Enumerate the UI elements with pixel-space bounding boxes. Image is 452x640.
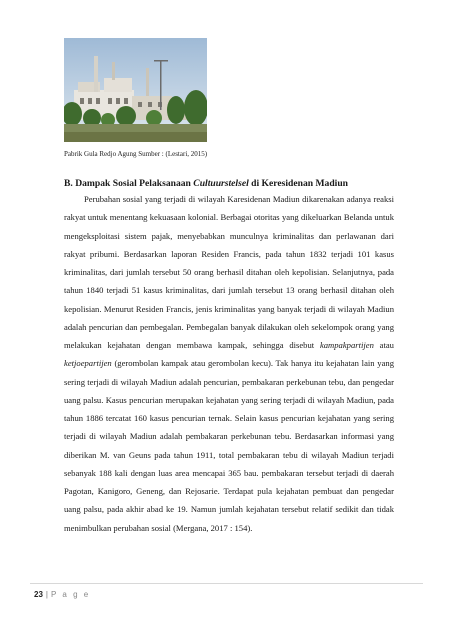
footer-separator: | bbox=[45, 590, 48, 599]
italic-term: ketjoepartijen bbox=[64, 358, 112, 369]
paragraph bbox=[64, 190, 394, 537]
page-number: 23 bbox=[34, 590, 43, 599]
footer-divider bbox=[30, 583, 423, 584]
page-footer bbox=[34, 590, 90, 599]
body-text bbox=[64, 190, 394, 537]
sugar-factory-photo bbox=[64, 38, 207, 142]
italic-term: kampakpartijen bbox=[319, 340, 374, 350]
heading-text: B. Dampak Sosial Pelaksanaan bbox=[64, 178, 194, 189]
section-heading bbox=[64, 178, 394, 190]
heading-text-suffix: di Keresidenan Madiun bbox=[248, 178, 348, 189]
paragraph-text: (gerombolan kampak atau gerombolan kecu). Tak hanya itu kejahatan lain yang sering terjadi di wilayah Madiun adalah pencurian, pembakaran perkebunan tebu, dan pengedar uang palsu. Kasus pencurian merupakan kejahatan yang sering terjadi di wilayah Madiun, pada tahun 1886 tercatat 160 kasus pencurian ternak. Selain kasus pencurian kejahatan yang sering terjadi di wilayah Madiun adalah pembakaran perkebunan tebu. Berdasarkan informasi yang diberikan M. van Geuns pada tahun 1911, total pembakaran tebu di wilayah Madiun terjadi sebanyak 188 kali dengan luas area mencapai 365 bau. pembakaran tersebut terjadi di daerah Pagotan, Kanigoro, Geneng, dan Rejosarie. Terdapat pula kejahatan pembuat dan pengedar uang palsu, pada akhir abad ke 19. Namun jumlah kejahatan tersebut relatif sedikit dan tidak menimbulkan perubahan sosial (Mergana, 2017 : 154). bbox=[64, 358, 394, 533]
paragraph-text: Perubahan sosial yang terjadi di wilayah Karesidenan Madiun dikarenakan adanya reaksi rakyat untuk menentang kekuasaan kolonial. Berbagai otoritas yang dikeluarkan Belanda untuk mengeksploitasi sistem pajak, menyebabkan munculnya kriminalitas dan perlawanan dari rakyat pribumi. Berdasarkan laporan Residen Francis, pada tahun 1832 terjadi 101 kasus kriminalitas, dari jumlah tersebut 50 orang berhasil ditahan oleh kepolisian. Selanjutnya, pada tahun 1840 terjadi 51 kasus kriminalitas, dari jumlah tersebut 13 orang berhasil ditahan oleh kepolisian. Menurut Residen Francis, jenis kriminalitas yang banyak terjadi di wilayah Madiun adalah pencurian dan pembegalan. Pembegalan banyak dilakukan oleh sekelompok orang yang melakukan kejahatan dengan membawa kampak, sehingga disebut bbox=[64, 194, 394, 350]
paragraph-text: atau bbox=[373, 340, 394, 350]
heading-italic-term: Cultuurstelsel bbox=[193, 178, 249, 189]
figure-caption: Pabrik Gula Redjo Agung Sumber : (Lestari, 2015) bbox=[64, 150, 208, 158]
page-label: P a g e bbox=[50, 590, 91, 599]
